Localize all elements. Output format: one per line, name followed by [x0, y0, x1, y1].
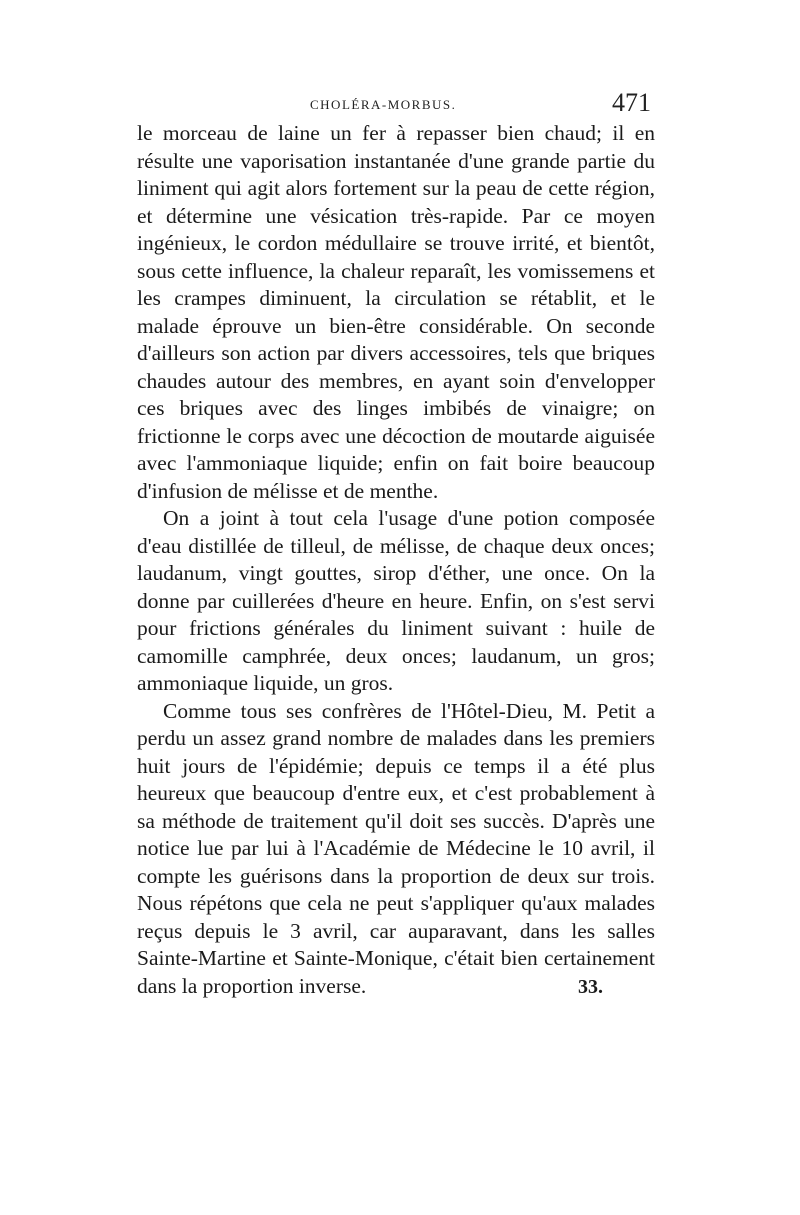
paragraph-2: On a joint à tout cela l'usage d'une potion composée d'eau distillée de tilleul, de mélisse, de chaque deux onces; laudanum, vingt gouttes, sirop d'éther, une once. On la donne par cuillerées d'heure en heure. Enfin, on s'est servi pour frictions générales du liniment suivant : huile de camomille camphrée, deux onces; laudanum, un gros; ammoniaque liquide, un gros. — [137, 506, 655, 695]
signature-mark: 33. — [578, 976, 603, 998]
paragraph-3: Comme tous ses confrères de l'Hôtel-Dieu, M. Petit a perdu un assez grand nombre de malades dans les premiers huit jours de l'épidémie; depuis ce temps il a été plus heureux que beaucoup d'entre eux, et c'est probablement à sa méthode de traitement qu'il doit ses succès. D'après une notice lue par lui à l'Académie de Médecine le 10 avril, il compte les guérisons dans la proportion de deux sur trois. Nous répétons que cela ne peut s'appliquer qu'aux malades reçus depuis le 3 avril, car auparavant, dans les salles Sainte-Martine et Sainte-Monique, c'était bien certainement dans la proportion inverse. — [137, 698, 655, 998]
page-number: 471 — [612, 88, 651, 117]
paragraph-1: le morceau de laine un fer à repasser bien chaud; il en résulte une vaporisation instantanée d'une grande partie du liniment qui agit alors fortement sur la peau de cette région, et détermine une vésication très-rapide. Par ce moyen ingénieux, le cordon médullaire se trouve irrité, et bientôt, sous cette influence, la chaleur reparaît, les vomissemens et les crampes diminuent, la circulation se rétablit, et le malade éprouve un bien-être considérable. On seconde d'ailleurs son action par divers accessoires, tels que briques chaudes autour des membres, en ayant soin d'envelopper ces briques avec des linges imbibés de vinaigre; on frictionne le corps avec une décoction de moutarde aiguisée avec l'ammoniaque liquide; enfin on fait boire beaucoup d'infusion de mélisse et de menthe. — [137, 121, 655, 503]
running-title: CHOLÉRA-MORBUS. — [310, 97, 457, 112]
body-text — [137, 120, 655, 1000]
